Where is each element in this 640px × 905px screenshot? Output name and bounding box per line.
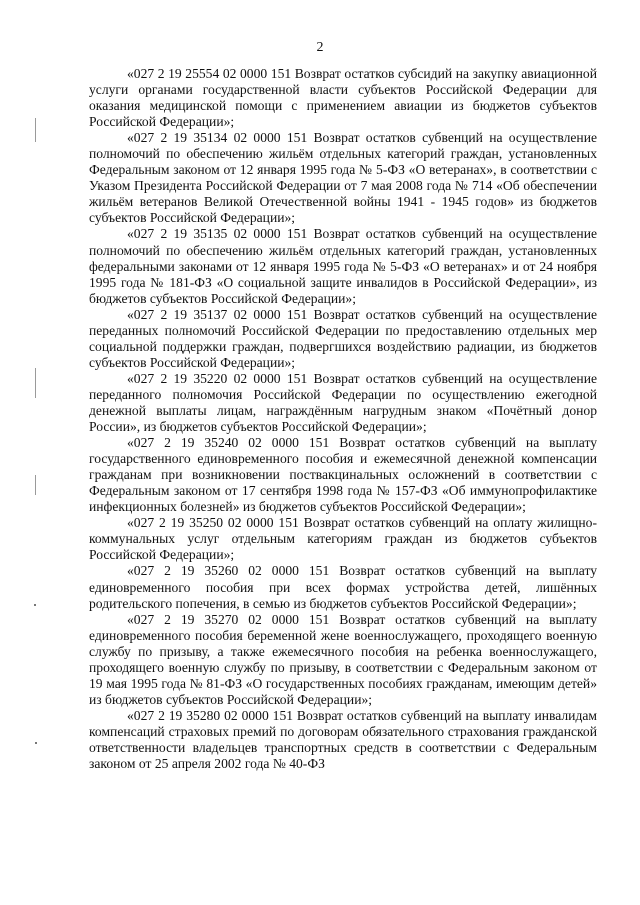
paragraph: «027 2 19 35137 02 0000 151 Возврат остатков субвенций на осуществление переданных полномочий Российской Федерации по предоставлению отдельных мер социальной поддержки граждан, подвергшихся воздействию радиации, из бюджетов субъектов Российской Федерации»;: [89, 306, 597, 370]
paragraph: «027 2 19 35135 02 0000 151 Возврат остатков субвенций на осуществление полномочий по обеспечению жильём отдельных категорий граждан, установленных федеральными законами от 12 января 1995 года № 5-ФЗ «О ветеранах» и от 24 ноября 1995 года № 181-ФЗ «О социальной защите инвалидов в Российской Федерации», из бюджетов субъектов Российской Федерации»;: [89, 226, 597, 306]
page-number: 2: [316, 40, 324, 55]
scan-dot: [35, 742, 37, 744]
paragraph: «027 2 19 35220 02 0000 151 Возврат остатков субвенций на осуществление переданного полномочия Российской Федерации по осуществлению ежегодной денежной выплаты лицам, награждённым нагрудным знаком «Почётный донор России», из бюджетов субъектов Российской Федерации»;: [89, 370, 597, 435]
paragraph: «027 2 19 35240 02 0000 151 Возврат остатков субвенций на выплату государственного единовременного пособия и ежемесячной денежной компенсации гражданам при возникновении поствакцинальных осложнений в соответствии с Федеральным законом от 17 сентября 1998 года № 157-ФЗ «Об иммунопрофилактике инфекционных болезней» из бюджетов субъектов Российской Федерации»;: [89, 435, 597, 515]
scan-margin-mark: [35, 368, 36, 398]
scan-dot: [34, 604, 36, 606]
paragraph: «027 2 19 25554 02 0000 151 Возврат остатков субсидий на закупку авиационной услуги органами государственной власти субъектов Российской Федерации для оказания медицинской помощи с применением авиации из бюджетов субъектов Российской Федерации»;: [89, 66, 597, 130]
paragraph: «027 2 19 35260 02 0000 151 Возврат остатков субвенций на выплату единовременного пособия при всех формах устройства детей, лишённых родительского попечения, в семью из бюджетов субъектов Российской Федерации»;: [89, 563, 597, 611]
paragraph: «027 2 19 35134 02 0000 151 Возврат остатков субвенций на осуществление полномочий по обеспечению жильём отдельных категорий граждан, установленных Федеральным законом от 12 января 1995 года № 5-ФЗ «О ветеранах», в соответствии с Указом Президента Российской Федерации от 7 мая 2008 года № 714 «Об обеспечении жильём ветеранов Великой Отечественной войны 1941 - 1945 годов» из бюджетов субъектов Российской Федерации»;: [89, 130, 597, 226]
scan-margin-mark: [35, 475, 36, 495]
scan-margin-mark: [35, 118, 36, 142]
paragraph: «027 2 19 35280 02 0000 151 Возврат остатков субвенций на выплату инвалидам компенсаций страховых премий по договорам обязательного страхования гражданской ответственности владельцев транспортных средств в соответствии с Федеральным законом от 25 апреля 2002 года № 40-ФЗ: [89, 707, 597, 772]
document-body: [89, 66, 597, 772]
paragraph: «027 2 19 35270 02 0000 151 Возврат остатков субвенций на выплату единовременного пособия беременной жене военнослужащего, проходящего военную службу по призыву, а также ежемесячного пособия на ребенка военнослужащего, проходящего военную службу по призыву, в соответствии с Федеральным законом от 19 мая 1995 года № 81-ФЗ «О государственных пособиях гражданам, имеющим детей» из бюджетов субъектов Российской Федерации»;: [89, 611, 597, 707]
paragraph: «027 2 19 35250 02 0000 151 Возврат остатков субвенций на оплату жилищно-коммунальных услуг отдельным категориям граждан из бюджетов субъектов Российской Федерации»;: [89, 515, 597, 563]
